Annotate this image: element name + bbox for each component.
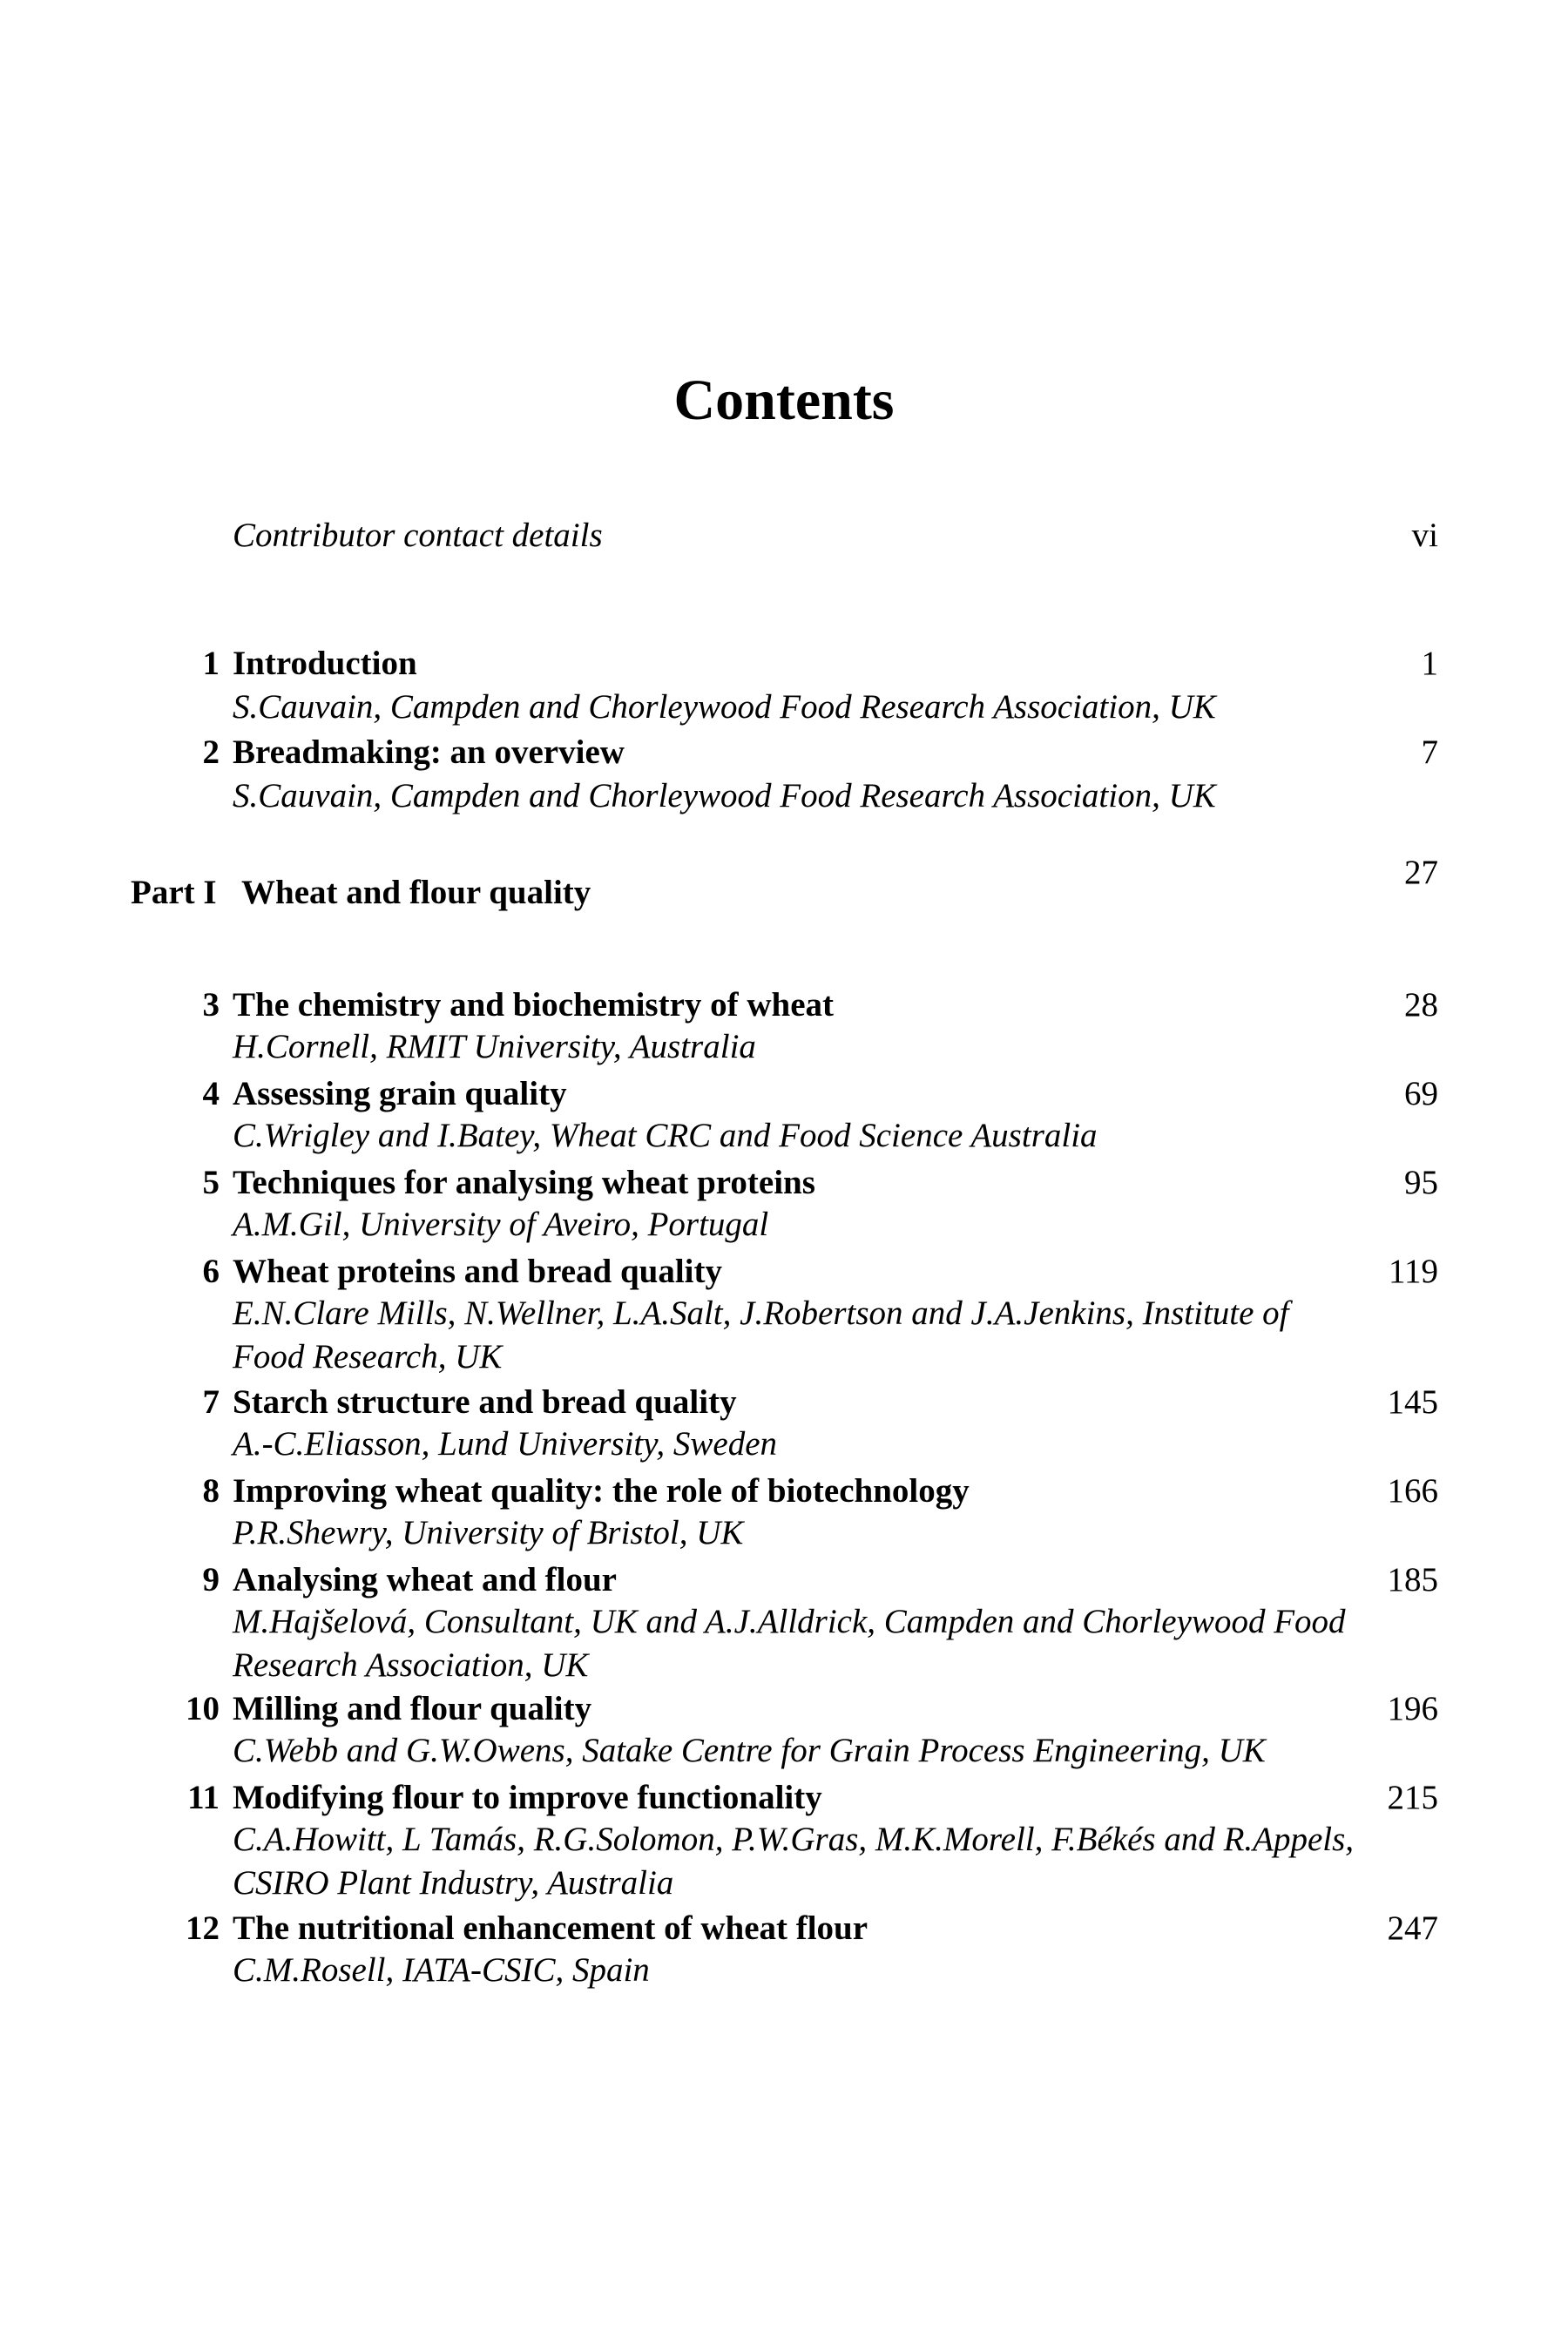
page-number: 119 <box>1388 1253 1438 1290</box>
chapter-number: 6 <box>202 1253 220 1290</box>
chapter-title: Assessing grain quality <box>233 1075 567 1112</box>
chapter-authors: M.Hajšelová, Consultant, UK and A.J.Alldrick, Campden and Chorleywood Food Research Association, UK <box>233 1603 1346 1684</box>
page-number: vi <box>1411 517 1438 554</box>
page-number: 27 <box>1404 854 1438 891</box>
chapter-authors: A.M.Gil, University of Aveiro, Portugal <box>233 1206 769 1243</box>
chapter-title: The chemistry and biochemistry of wheat <box>233 986 835 1024</box>
chapter-number: 7 <box>202 1383 220 1421</box>
chapter-title: Milling and flour quality <box>233 1690 592 1727</box>
chapter-authors: C.M.Rosell, IATA-CSIC, Spain <box>233 1951 650 1989</box>
chapter-authors: C.Wrigley and I.Batey, Wheat CRC and Food Science Australia <box>233 1117 1098 1154</box>
page-number: 7 <box>1421 733 1438 771</box>
part-label: Part I <box>131 874 217 911</box>
chapter-title: The nutritional enhancement of wheat flour <box>233 1909 868 1947</box>
page-number: 196 <box>1387 1690 1438 1727</box>
chapter-number: 1 <box>202 645 220 682</box>
toc-entry-chapter-1[interactable] <box>0 642 1568 686</box>
chapter-authors: A.-C.Eliasson, Lund University, Sweden <box>233 1425 778 1463</box>
chapter-number: 4 <box>202 1075 220 1112</box>
page-number: 95 <box>1404 1164 1438 1201</box>
page-number: 247 <box>1387 1909 1438 1947</box>
page-number: 28 <box>1404 986 1438 1024</box>
chapter-authors: P.R.Shewry, University of Bristol, UK <box>233 1514 744 1551</box>
chapter-authors: H.Cornell, RMIT University, Australia <box>233 1028 756 1065</box>
toc-entry-chapter-12[interactable] <box>0 1907 1568 1950</box>
chapter-authors: C.A.Howitt, L Tamás, R.G.Solomon, P.W.Gras, M.K.Morell, F.Békés and R.Appels, CSIRO Plant Industry, Australia <box>233 1821 1355 1902</box>
page-number: 166 <box>1387 1472 1438 1510</box>
chapter-title: Starch structure and bread quality <box>233 1383 737 1421</box>
entry-title: Contributor contact details <box>233 517 603 554</box>
chapter-title: Wheat proteins and bread quality <box>233 1253 722 1290</box>
page-title: Contents <box>673 368 895 432</box>
page-number: 185 <box>1387 1561 1438 1598</box>
toc-entry-chapter-3[interactable] <box>0 983 1568 1027</box>
part-title: Wheat and flour quality <box>241 874 591 911</box>
chapter-authors: E.N.Clare Mills, N.Wellner, L.A.Salt, J.Robertson and J.A.Jenkins, Institute of Food Research, UK <box>233 1294 1289 1375</box>
toc-entry-chapter-5[interactable] <box>0 1161 1568 1205</box>
chapter-number: 10 <box>186 1690 220 1727</box>
chapter-title: Analysing wheat and flour <box>233 1561 617 1598</box>
toc-entry-chapter-9[interactable] <box>0 1558 1568 1602</box>
chapter-number: 3 <box>202 986 220 1024</box>
chapter-title: Breadmaking: an overview <box>233 733 625 771</box>
chapter-title: Introduction <box>233 645 417 682</box>
chapter-title: Modifying flour to improve functionality <box>233 1779 822 1816</box>
toc-entry-contributors[interactable] <box>0 514 1568 558</box>
chapter-number: 8 <box>202 1472 220 1510</box>
toc-entry-chapter-10[interactable] <box>0 1687 1568 1731</box>
page-number: 215 <box>1387 1779 1438 1816</box>
chapter-authors: C.Webb and G.W.Owens, Satake Centre for Grain Process Engineering, UK <box>233 1732 1266 1769</box>
chapter-title: Techniques for analysing wheat proteins <box>233 1164 815 1201</box>
chapter-number: 11 <box>187 1779 220 1816</box>
toc-entry-chapter-11[interactable] <box>0 1776 1568 1820</box>
toc-entry-chapter-7[interactable] <box>0 1381 1568 1424</box>
chapter-number: 5 <box>202 1164 220 1201</box>
toc-entry-chapter-2[interactable] <box>0 731 1568 774</box>
chapter-authors: S.Cauvain, Campden and Chorleywood Food Research Association, UK <box>233 777 1216 814</box>
chapter-authors: S.Cauvain, Campden and Chorleywood Food Research Association, UK <box>233 688 1216 726</box>
page-number: 1 <box>1421 645 1438 682</box>
chapter-number: 12 <box>186 1909 220 1947</box>
page-number: 145 <box>1387 1383 1438 1421</box>
part-heading <box>0 871 1568 915</box>
toc-entry-chapter-6[interactable] <box>0 1250 1568 1294</box>
chapter-title: Improving wheat quality: the role of biotechnology <box>233 1472 970 1510</box>
toc-entry-chapter-4[interactable] <box>0 1072 1568 1116</box>
chapter-number: 9 <box>202 1561 220 1598</box>
toc-entry-chapter-8[interactable] <box>0 1470 1568 1513</box>
page-number: 69 <box>1404 1075 1438 1112</box>
chapter-number: 2 <box>202 733 220 771</box>
